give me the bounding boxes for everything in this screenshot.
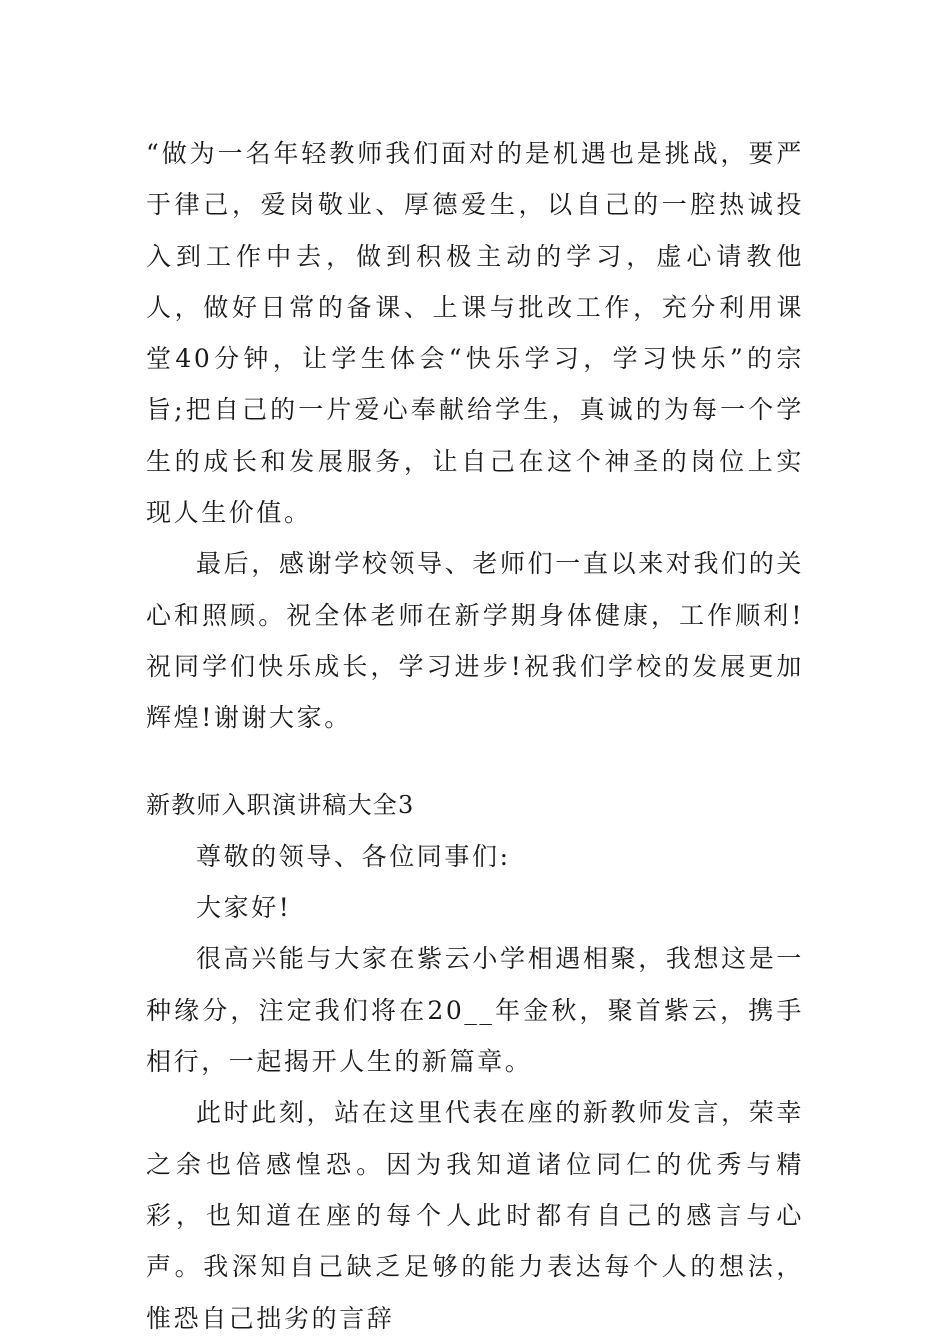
paragraph-speech: 此时此刻，站在这里代表在座的新教师发言，荣幸之余也倍感惶恐。因为我知道诸位同仁的优秀与精彩，也知道在座的每个人此时都有自己的感言与心声。我深知自己缺乏足够的能力表达每个人的想法，惟恐自己拙劣的言辞 [146, 1098, 804, 1333]
greeting: 大家好! [196, 893, 292, 923]
paragraph-opening: 很高兴能与大家在紫云小学相遇相聚，我想这是一种缘分，注定我们将在20__年金秋，聚首紫云，携手相行，一起揭开人生的新篇章。 [146, 944, 804, 1077]
section-title: 新教师入职演讲稿大全3 [146, 790, 415, 819]
paragraph-closing-thanks: 最后，感谢学校领导、老师们一直以来对我们的关心和照顾。祝全体老师在新学期身体健康，工作顺利!祝同学们快乐成长，学习进步!祝我们学校的发展更加辉煌!谢谢大家。 [146, 549, 804, 733]
salutation: 尊敬的领导、各位同事们: [196, 841, 511, 871]
paragraph-quote: “做为一名年轻教师我们面对的是机遇也是挑战，要严于律己，爱岗敬业、厚德爱生，以自己的一腔热诚投入到工作中去，做到积极主动的学习，虚心请教他人，做好日常的备课、上课与批改工作，充分利用课堂40分钟，让学生体会“快乐学习，学习快乐”的宗旨;把自己的一片爱心奉献给学生，真诚的为每一个学生的成长和发展服务，让自己在这个神圣的岗位上实现人生价值。 [146, 139, 804, 528]
section-spacer [146, 744, 804, 780]
document-body [146, 128, 804, 1344]
